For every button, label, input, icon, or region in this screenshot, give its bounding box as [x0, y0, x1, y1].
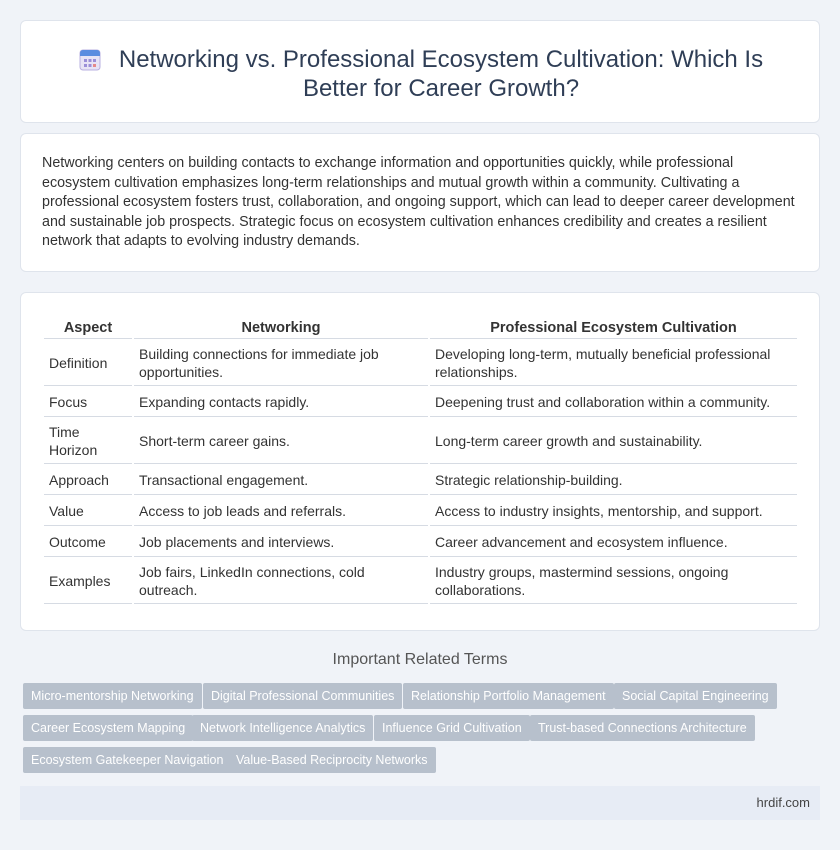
related-term-tag[interactable]: Micro-mentorship Networking — [23, 683, 202, 709]
cell-networking: Expanding contacts rapidly. — [134, 388, 428, 417]
calendar-icon — [77, 47, 103, 73]
table-header-row — [44, 319, 797, 339]
cell-ecosystem: Career advancement and ecosystem influence. — [430, 528, 797, 557]
cell-ecosystem: Strategic relationship-building. — [430, 466, 797, 495]
table-row — [44, 419, 797, 464]
header-ecosystem: Professional Ecosystem Cultivation — [430, 319, 797, 339]
cell-aspect: Examples — [44, 559, 132, 604]
summary-card — [20, 133, 820, 272]
related-term-tag[interactable]: Ecosystem Gatekeeper Navigation — [23, 747, 231, 773]
cell-ecosystem: Deepening trust and collaboration within a community. — [430, 388, 797, 417]
cell-networking: Access to job leads and referrals. — [134, 497, 428, 526]
footer — [20, 786, 820, 820]
cell-networking: Transactional engagement. — [134, 466, 428, 495]
summary-paragraph: Networking centers on building contacts to exchange information and opportunities quickly, while professional ecosystem cultivation emphasizes long-term relationships and mutual growth within a community. Cultivating a professional ecosystem fosters trust, collaboration, and ongoing support, which can lead to deeper career development and sustainable job prospects. Strategic focus on ecosystem cultivation enhances credibility and creates a resilient network that adapts to evolving industry demands. — [42, 155, 795, 250]
cell-networking: Building connections for immediate job opportunities. — [134, 341, 428, 386]
header-networking: Networking — [134, 319, 428, 339]
comparison-table-card — [20, 292, 820, 631]
cell-aspect: Value — [44, 497, 132, 526]
related-term-tag[interactable]: Relationship Portfolio Management — [403, 683, 614, 709]
table-row — [44, 341, 797, 386]
table-row — [44, 497, 797, 526]
cell-networking: Job fairs, LinkedIn connections, cold outreach. — [134, 559, 428, 604]
related-term-tag[interactable]: Value-Based Reciprocity Networks — [228, 747, 436, 773]
related-term-tag[interactable]: Network Intelligence Analytics — [192, 715, 373, 741]
related-term-tag[interactable]: Trust-based Connections Architecture — [530, 715, 755, 741]
table-row — [44, 559, 797, 604]
page-title: Networking vs. Professional Ecosystem Cultivation: Which Is Better for Career Growth? — [118, 46, 764, 102]
header-aspect: Aspect — [44, 319, 132, 339]
cell-networking: Job placements and interviews. — [134, 528, 428, 557]
cell-ecosystem: Industry groups, mastermind sessions, ongoing collaborations. — [430, 559, 797, 604]
comparison-table — [42, 317, 799, 606]
related-term-tag[interactable]: Influence Grid Cultivation — [374, 715, 530, 741]
related-terms-title: Important Related Terms — [332, 651, 508, 668]
cell-ecosystem: Developing long-term, mutually beneficial professional relationships. — [430, 341, 797, 386]
cell-aspect: Focus — [44, 388, 132, 417]
related-term-tag[interactable]: Digital Professional Communities — [203, 683, 402, 709]
related-term-tag[interactable]: Social Capital Engineering — [614, 683, 777, 709]
table-row — [44, 528, 797, 557]
footer-site[interactable]: hrdif.com — [756, 795, 810, 810]
cell-ecosystem: Access to industry insights, mentorship, and support. — [430, 497, 797, 526]
table-row — [44, 388, 797, 417]
cell-networking: Short-term career gains. — [134, 419, 428, 464]
cell-aspect: Definition — [44, 341, 132, 386]
title-card — [20, 20, 820, 123]
cell-aspect: Time Horizon — [44, 419, 132, 464]
cell-aspect: Approach — [44, 466, 132, 495]
related-term-tag[interactable]: Career Ecosystem Mapping — [23, 715, 193, 741]
cell-aspect: Outcome — [44, 528, 132, 557]
cell-ecosystem: Long-term career growth and sustainability. — [430, 419, 797, 464]
table-row — [44, 466, 797, 495]
